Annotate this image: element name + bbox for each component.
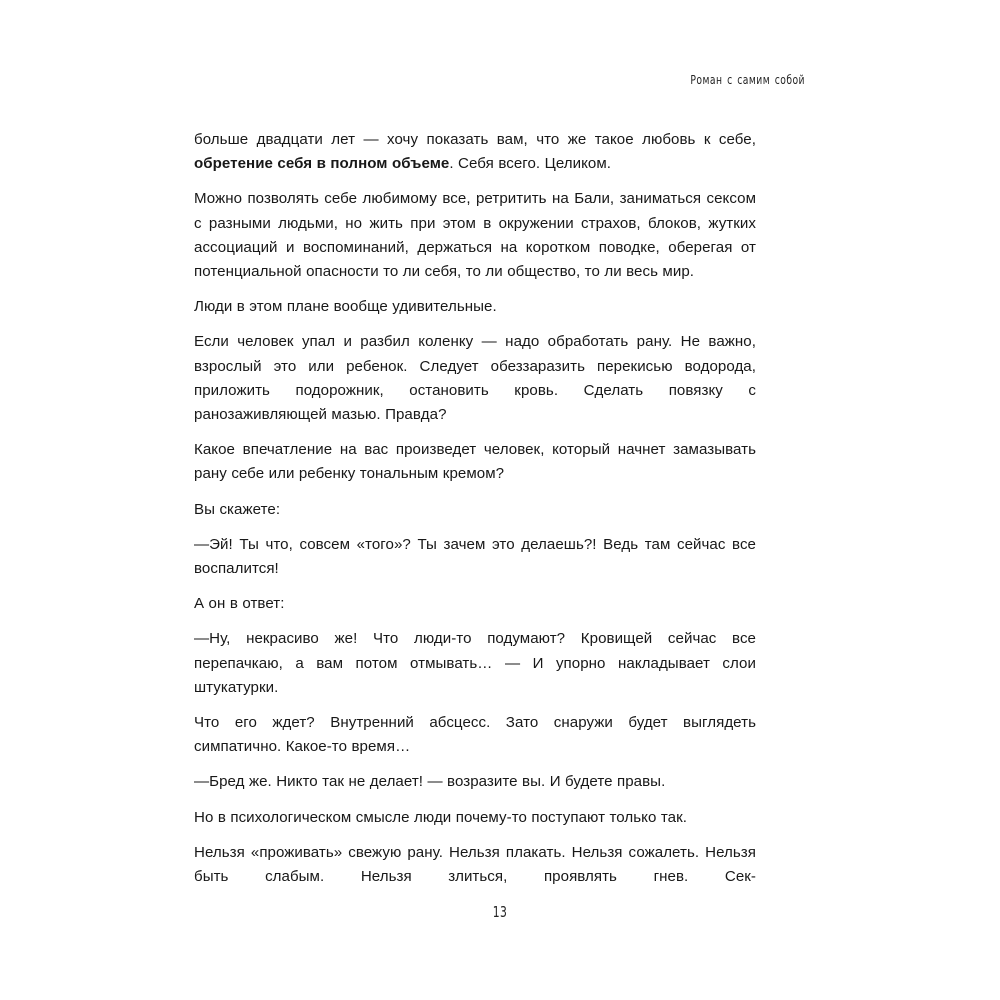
paragraph [194, 128, 756, 176]
page-number-value: 13 [492, 903, 508, 921]
running-head: Роман с самим собой [690, 72, 805, 87]
paragraph: —Ну, некрасиво же! Что люди-то подумают? Кровищей сейчас все перепачкаю, а вам потом отмывать… — И упорно накладывает слои штукатурки. [194, 630, 756, 696]
paragraph: Если человек упал и разбил коленку — надо обработать рану. Не важно, взрослый это или ребенок. Следует обеззаразить перекисью водорода, приложить подорожник, остановить кровь. Сделать повязку с ранозаживляющей мазью. Правда? [194, 333, 756, 424]
paragraph: Но в психологическом смысле люди почему-то поступают только так. [194, 808, 688, 826]
text-column [194, 128, 756, 889]
paragraph: Какое впечатление на вас произведет человек, который начнет замазывать рану себе или ребенку тональным кремом? [194, 441, 756, 483]
paragraph: —Бред же. Никто так не делает! — возразите вы. И будете правы. [194, 773, 666, 791]
paragraph: Нельзя «проживать» свежую рану. Нельзя плакать. Нельзя сожалеть. Нельзя быть слабым. Нельзя злиться, проявлять гнев. Сек- [194, 843, 756, 886]
paragraph: Люди в этом плане вообще удивительные. [194, 298, 497, 316]
paragraph: Вы скажете: [194, 500, 281, 518]
paragraph: Можно позволять себе любимому все, ретритить на Бали, заниматься сексом с разными людьми, но жить при этом в окружении страхов, блоков, жутких ассоциаций и воспоминаний, держаться на коротком поводке, оберегая от потенциальной опасности то ли себя, то ли общество, то ли весь мир. [194, 190, 756, 281]
paragraph: —Эй! Ты что, совсем «того»? Ты зачем это делаешь?! Ведь там сейчас все воспалится! [194, 535, 756, 578]
paragraph-text-lead: больше двадцати лет — хочу показать вам, что же такое любовь к себе, [194, 131, 756, 148]
page-number [0, 903, 1000, 921]
paragraph-text-tail: . Себя всего. Целиком. [449, 155, 612, 173]
paragraph: Что его ждет? Внутренний абсцесс. Зато снаружи будет выглядеть симпатично. Какое-то время… [194, 714, 756, 756]
paragraph: А он в ответ: [194, 595, 285, 613]
paragraph-text-bold: обретение себя в полном объеме [194, 155, 450, 173]
